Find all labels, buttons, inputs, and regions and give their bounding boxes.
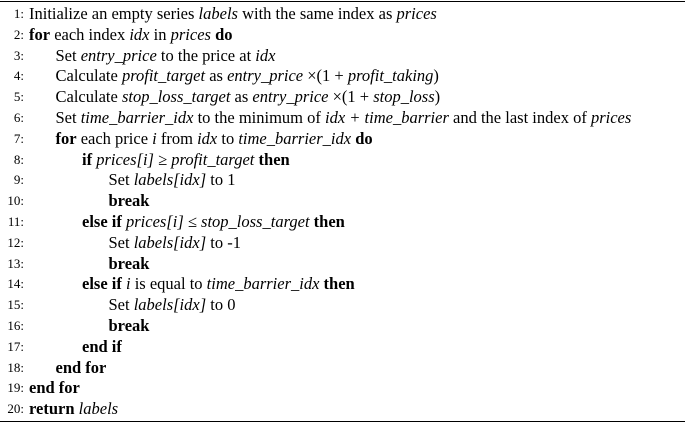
line-number: 10:	[7, 193, 24, 209]
algorithm-line	[0, 274, 685, 295]
variable-name: labels[idx]	[133, 170, 207, 190]
keyword: for	[29, 24, 51, 44]
algorithm-line	[0, 212, 685, 233]
variable-name: profit_taking	[347, 66, 434, 86]
variable-name: profit_target	[171, 149, 255, 169]
statement-text: ≥	[153, 149, 172, 169]
algorithm-line	[0, 316, 685, 337]
variable-name: labels[idx]	[133, 232, 207, 252]
variable-name: labels[idx]	[133, 295, 207, 315]
variable-name: prices[i]	[96, 149, 154, 169]
keyword: else if	[82, 211, 122, 231]
statement-text: Set	[108, 232, 134, 252]
keyword: else if	[82, 274, 122, 294]
line-code	[56, 87, 441, 108]
variable-name: i	[152, 128, 157, 148]
algorithm-line	[0, 358, 685, 379]
variable-name: idx	[129, 24, 150, 44]
line-code	[56, 129, 373, 150]
algorithm-line	[0, 25, 685, 46]
line-code	[56, 46, 276, 67]
algorithm-line	[0, 46, 685, 67]
variable-name: prices	[590, 107, 632, 127]
line-number: 15:	[7, 297, 24, 313]
line-number: 13:	[7, 255, 24, 271]
statement-text: with the same index as	[237, 4, 397, 23]
statement-text: Initialize an empty series	[29, 4, 199, 23]
algorithm-line	[0, 233, 685, 254]
variable-name: prices	[396, 4, 437, 23]
keyword: then	[313, 211, 345, 231]
top-rule	[0, 1, 685, 2]
algorithm-line	[0, 295, 685, 316]
line-code	[109, 233, 241, 254]
statement-text: ×(1 +	[328, 87, 374, 107]
statement-text: from	[156, 128, 198, 148]
keyword: end if	[82, 336, 122, 356]
algorithm-line	[0, 4, 685, 25]
algorithm-line	[0, 399, 685, 420]
line-number: 14:	[7, 276, 24, 292]
keyword: do	[355, 128, 373, 148]
line-code	[29, 378, 80, 399]
variable-name: entry_price	[227, 66, 304, 86]
line-number: 2:	[13, 26, 24, 42]
keyword: if	[82, 149, 93, 169]
statement-text: each price	[76, 128, 153, 148]
statement-text: to the minimum of	[193, 107, 326, 127]
algorithm-line	[0, 378, 685, 399]
algorithm-line	[0, 129, 685, 150]
keyword: for	[55, 128, 77, 148]
algorithm-line	[0, 170, 685, 191]
algorithm-line	[0, 66, 685, 87]
line-code	[56, 108, 632, 129]
line-code	[56, 358, 107, 379]
line-code	[56, 66, 439, 87]
line-code	[109, 316, 150, 337]
variable-name: labels	[198, 4, 238, 23]
line-code	[109, 254, 150, 275]
statement-text: in	[149, 24, 171, 44]
variable-name: entry_price	[252, 87, 329, 107]
algorithm-line	[0, 108, 685, 129]
line-number: 19:	[7, 380, 24, 396]
keyword: then	[258, 149, 290, 169]
statement-text: to	[217, 128, 239, 148]
variable-name: entry_price	[80, 45, 157, 65]
line-number: 20:	[7, 401, 24, 417]
line-code	[29, 4, 437, 25]
statement-text: to 0	[206, 295, 236, 315]
statement-text: to the price at	[156, 45, 256, 65]
line-code	[82, 150, 290, 171]
statement-text: is equal to	[130, 274, 207, 294]
variable-name: stop_loss	[373, 87, 435, 107]
variable-name: time_barrier_idx	[238, 128, 352, 148]
variable-name: time_barrier_idx	[80, 107, 194, 127]
bottom-rule	[0, 421, 685, 422]
variable-name: idx + time_barrier	[325, 107, 449, 127]
keyword: do	[215, 24, 233, 44]
line-code	[29, 25, 233, 46]
algorithm-line	[0, 337, 685, 358]
line-number: 18:	[7, 359, 24, 375]
variable-name: stop_loss_target	[121, 87, 231, 107]
variable-name: prices	[170, 24, 211, 44]
variable-name: time_barrier_idx	[206, 274, 320, 294]
statement-text: Set	[108, 295, 134, 315]
line-number: 7:	[13, 130, 24, 146]
keyword: end for	[55, 357, 107, 377]
variable-name: stop_loss_target	[201, 211, 310, 231]
statement-text: as	[230, 87, 253, 107]
line-number: 3:	[13, 47, 24, 63]
line-code	[82, 337, 122, 358]
statement-text: each index	[50, 24, 130, 44]
line-number: 17:	[7, 338, 24, 354]
line-number: 1:	[13, 6, 24, 21]
line-code	[109, 170, 236, 191]
variable-name: idx	[197, 128, 218, 148]
keyword: break	[108, 253, 150, 273]
algorithm-line	[0, 150, 685, 171]
algorithm-line	[0, 254, 685, 275]
statement-text: )	[433, 66, 439, 86]
line-number: 11:	[7, 213, 24, 229]
statement-text: Set	[108, 170, 134, 190]
variable-name: profit_target	[121, 66, 206, 86]
variable-name: i	[125, 274, 131, 294]
statement-text: and the last index of	[448, 107, 591, 127]
statement-text: Calculate	[55, 66, 122, 86]
algorithm-line	[0, 87, 685, 108]
line-number: 16:	[7, 317, 24, 333]
statement-text: to 1	[206, 170, 236, 190]
line-code	[109, 191, 150, 212]
statement-text: )	[434, 87, 441, 107]
algorithm-lines	[0, 4, 685, 420]
variable-name: prices[i]	[125, 211, 184, 231]
line-code	[109, 295, 236, 316]
keyword: break	[108, 315, 150, 335]
line-code	[82, 212, 345, 233]
line-code	[82, 274, 355, 295]
variable-name: idx	[255, 45, 276, 65]
statement-text: as	[205, 66, 228, 86]
keyword: end for	[29, 378, 80, 398]
statement-text: ×(1 +	[303, 66, 348, 86]
keyword: return	[29, 399, 75, 419]
statement-text: Calculate	[55, 87, 122, 107]
statement-text: Set	[55, 45, 81, 65]
statement-text: ≤	[183, 211, 202, 231]
statement-text: to -1	[206, 232, 241, 252]
variable-name: labels	[78, 399, 119, 419]
line-number: 6:	[13, 109, 24, 125]
line-number: 4:	[13, 68, 24, 84]
line-number: 9:	[13, 172, 24, 188]
line-number: 12:	[7, 234, 24, 250]
line-number: 5:	[13, 89, 24, 105]
keyword: then	[323, 274, 355, 294]
line-code	[29, 399, 118, 420]
line-number: 8:	[13, 151, 24, 167]
algorithm-line	[0, 191, 685, 212]
keyword: break	[108, 191, 150, 211]
statement-text: Set	[55, 107, 81, 127]
